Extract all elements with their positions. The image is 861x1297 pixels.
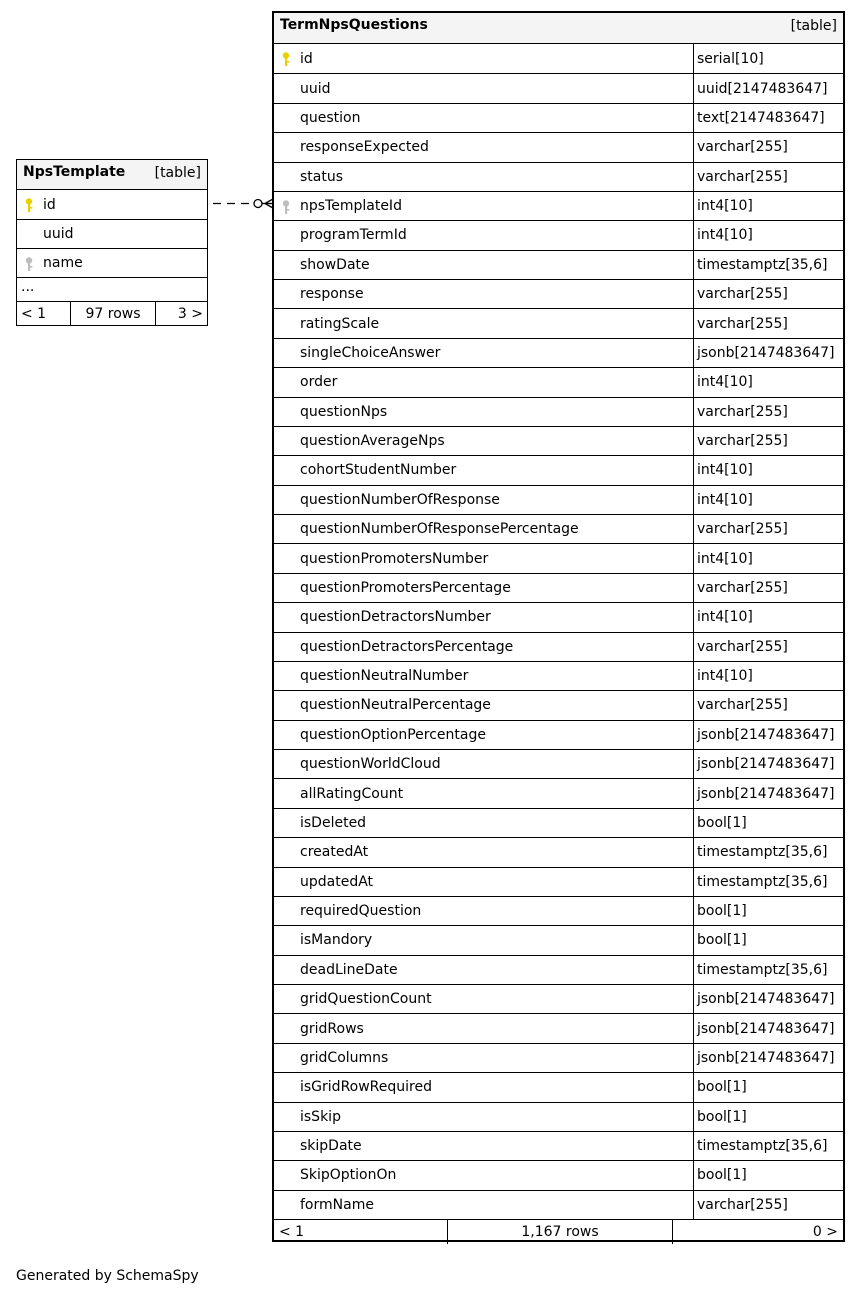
table-term-nps-questions[interactable]: [272, 11, 845, 1242]
table-row[interactable]: [274, 1190, 843, 1219]
column-type: int4[10]: [693, 192, 843, 220]
table-footer: [274, 1219, 843, 1244]
column-name: gridRows: [300, 1020, 364, 1037]
column-cell: [274, 985, 693, 1013]
column-cell: [274, 662, 693, 690]
column-name: name: [43, 255, 83, 271]
table-row[interactable]: [274, 602, 843, 631]
column-type: int4[10]: [693, 544, 843, 572]
column-cell: [274, 809, 693, 837]
column-name: gridQuestionCount: [300, 991, 432, 1008]
column-cell: [274, 221, 693, 249]
column-cell: [274, 544, 693, 572]
column-type: jsonb[2147483647]: [693, 985, 843, 1013]
column-type: jsonb[2147483647]: [693, 1044, 843, 1072]
column-name: questionWorldCloud: [300, 756, 441, 773]
column-cell: [274, 44, 693, 73]
column-type: int4[10]: [693, 486, 843, 514]
column-type: timestamptz[35,6]: [693, 956, 843, 984]
column-name: cohortStudentNumber: [300, 462, 457, 479]
table-row[interactable]: [274, 308, 843, 337]
column-name: skipDate: [300, 1138, 362, 1155]
column-type: varchar[255]: [693, 691, 843, 719]
column-cell: [274, 750, 693, 778]
table-row[interactable]: [17, 219, 207, 248]
column-cell: [274, 868, 693, 896]
table-row[interactable]: [274, 896, 843, 925]
column-list: [17, 190, 207, 277]
table-row[interactable]: [274, 426, 843, 455]
table-row[interactable]: [274, 661, 843, 690]
table-row[interactable]: [274, 632, 843, 661]
table-name: NpsTemplate: [23, 164, 126, 180]
column-name: questionDetractorsNumber: [300, 609, 491, 626]
column-cell: [274, 1014, 693, 1042]
column-cell: [274, 104, 693, 132]
column-name: question: [300, 109, 361, 126]
column-cell: [274, 1191, 693, 1219]
column-type: int4[10]: [693, 603, 843, 631]
table-kind: [table]: [154, 165, 201, 181]
column-cell: [17, 249, 207, 277]
table-row[interactable]: [274, 44, 843, 73]
table-name: TermNpsQuestions: [280, 17, 428, 33]
column-cell: [274, 368, 693, 396]
table-row[interactable]: [274, 162, 843, 191]
primary-key-icon: [24, 197, 38, 213]
table-row[interactable]: [274, 132, 843, 161]
column-cell: [274, 1161, 693, 1189]
column-cell: [274, 163, 693, 191]
column-type: bool[1]: [693, 926, 843, 954]
column-type: int4[10]: [693, 368, 843, 396]
column-cell: [274, 1103, 693, 1131]
column-type: jsonb[2147483647]: [693, 721, 843, 749]
table-row[interactable]: [274, 925, 843, 954]
column-name: SkipOptionOn: [300, 1167, 397, 1184]
column-cell: [274, 603, 693, 631]
column-name: questionNeutralNumber: [300, 668, 469, 685]
table-row[interactable]: [274, 397, 843, 426]
column-cell: [274, 1132, 693, 1160]
column-cell: [274, 192, 693, 220]
table-row[interactable]: [274, 485, 843, 514]
table-row[interactable]: [274, 573, 843, 602]
footer-row-count: 1,167 rows: [447, 1220, 672, 1244]
column-name: response: [300, 286, 364, 303]
column-type: int4[10]: [693, 221, 843, 249]
table-row[interactable]: [274, 367, 843, 396]
column-cell: [274, 779, 693, 807]
table-row[interactable]: [274, 279, 843, 308]
column-type: timestamptz[35,6]: [693, 1132, 843, 1160]
column-cell: [274, 721, 693, 749]
column-name: createdAt: [300, 844, 369, 861]
column-cell: [274, 956, 693, 984]
column-type: bool[1]: [693, 1161, 843, 1189]
column-name: id: [300, 50, 313, 67]
table-row[interactable]: [274, 749, 843, 778]
table-row[interactable]: [274, 514, 843, 543]
table-row[interactable]: [274, 1013, 843, 1042]
column-cell: [274, 398, 693, 426]
column-name: gridColumns: [300, 1049, 389, 1066]
table-header: [274, 13, 843, 44]
column-name: id: [43, 196, 56, 213]
column-name: questionNeutralPercentage: [300, 697, 491, 714]
column-type: int4[10]: [693, 662, 843, 690]
column-type: bool[1]: [693, 897, 843, 925]
table-row[interactable]: [274, 720, 843, 749]
table-row[interactable]: [274, 1131, 843, 1160]
table-nps-template[interactable]: [16, 159, 208, 326]
column-name: uuid: [43, 226, 74, 242]
column-cell: [274, 838, 693, 866]
table-row[interactable]: [274, 867, 843, 896]
column-name: ratingScale: [300, 315, 380, 332]
column-cell: [274, 133, 693, 161]
column-type: timestamptz[35,6]: [693, 251, 843, 279]
table-row[interactable]: [274, 1102, 843, 1131]
more-columns-ellipsis: ...: [17, 277, 207, 301]
column-name: formName: [300, 1196, 374, 1213]
table-row[interactable]: [274, 103, 843, 132]
table-row[interactable]: [274, 837, 843, 866]
table-row[interactable]: [274, 455, 843, 484]
column-cell: [274, 486, 693, 514]
column-cell: [274, 897, 693, 925]
column-name: requiredQuestion: [300, 903, 422, 920]
column-name: questionNumberOfResponsePercentage: [300, 521, 579, 538]
column-list: [274, 44, 843, 1219]
column-cell: [274, 74, 693, 102]
column-type: varchar[255]: [693, 309, 843, 337]
column-type: int4[10]: [693, 456, 843, 484]
column-type: varchar[255]: [693, 133, 843, 161]
column-name: programTermId: [300, 227, 407, 244]
column-type: serial[10]: [693, 44, 843, 73]
table-row[interactable]: [274, 808, 843, 837]
column-name: singleChoiceAnswer: [300, 344, 441, 361]
table-row[interactable]: [17, 248, 207, 277]
footer-right: 0 >: [672, 1220, 843, 1244]
table-row[interactable]: [274, 73, 843, 102]
column-name: updatedAt: [300, 873, 374, 890]
column-type: uuid[2147483647]: [693, 74, 843, 102]
table-header: [17, 160, 207, 190]
column-cell: [274, 515, 693, 543]
footer-row-count: 97 rows: [70, 302, 155, 326]
column-type: timestamptz[35,6]: [693, 838, 843, 866]
column-type: bool[1]: [693, 1103, 843, 1131]
column-name: uuid: [300, 80, 331, 97]
table-row[interactable]: [274, 250, 843, 279]
column-type: varchar[255]: [693, 398, 843, 426]
column-type: varchar[255]: [693, 427, 843, 455]
table-kind: [table]: [790, 18, 837, 34]
column-cell: [274, 427, 693, 455]
table-row[interactable]: [274, 690, 843, 719]
foreign-key-icon: [281, 199, 295, 215]
table-row[interactable]: [274, 955, 843, 984]
column-type: varchar[255]: [693, 515, 843, 543]
footer-right: 3 >: [155, 302, 207, 326]
column-type: jsonb[2147483647]: [693, 339, 843, 367]
column-type: varchar[255]: [693, 574, 843, 602]
column-name: isSkip: [300, 1108, 341, 1125]
column-type: bool[1]: [693, 1073, 843, 1101]
column-cell: [274, 456, 693, 484]
table-row[interactable]: [274, 778, 843, 807]
column-name: npsTemplateId: [300, 198, 402, 215]
column-name: questionPromotersPercentage: [300, 579, 511, 596]
column-name: questionNps: [300, 403, 388, 420]
column-cell: [274, 251, 693, 279]
table-row[interactable]: [274, 191, 843, 220]
column-cell: [274, 574, 693, 602]
column-cell: [274, 339, 693, 367]
table-row[interactable]: [274, 1043, 843, 1072]
column-name: isMandory: [300, 932, 373, 949]
column-name: questionDetractorsPercentage: [300, 638, 514, 655]
column-cell: [17, 220, 207, 248]
column-cell: [274, 633, 693, 661]
column-type: jsonb[2147483647]: [693, 750, 843, 778]
footer-left: < 1: [21, 306, 47, 322]
table-row[interactable]: [17, 190, 207, 219]
column-type: varchar[255]: [693, 1191, 843, 1219]
column-name: showDate: [300, 256, 370, 273]
primary-key-icon: [281, 51, 295, 67]
column-type: jsonb[2147483647]: [693, 779, 843, 807]
column-name: order: [300, 374, 338, 391]
column-cell: [274, 280, 693, 308]
column-cell: [274, 691, 693, 719]
column-name: status: [300, 168, 344, 185]
foreign-key-icon: [24, 256, 38, 272]
column-name: isGridRowRequired: [300, 1079, 432, 1096]
column-cell: [274, 1073, 693, 1101]
table-row[interactable]: [274, 543, 843, 572]
column-name: questionOptionPercentage: [300, 726, 486, 743]
column-name: questionPromotersNumber: [300, 550, 489, 567]
column-cell: [274, 1044, 693, 1072]
column-type: varchar[255]: [693, 633, 843, 661]
column-name: responseExpected: [300, 139, 429, 156]
column-name: isDeleted: [300, 814, 367, 831]
column-type: varchar[255]: [693, 163, 843, 191]
column-type: bool[1]: [693, 809, 843, 837]
table-row[interactable]: [274, 338, 843, 367]
column-type: text[2147483647]: [693, 104, 843, 132]
table-row[interactable]: [274, 1160, 843, 1189]
footer-left: < 1: [279, 1224, 305, 1240]
column-type: varchar[255]: [693, 280, 843, 308]
column-name: deadLineDate: [300, 961, 398, 978]
table-row[interactable]: [274, 220, 843, 249]
column-name: allRatingCount: [300, 785, 404, 802]
table-row[interactable]: [274, 1072, 843, 1101]
column-type: timestamptz[35,6]: [693, 868, 843, 896]
column-cell: [274, 926, 693, 954]
generated-by-footer: Generated by SchemaSpy: [16, 1268, 199, 1284]
column-cell: [17, 190, 207, 219]
table-footer: [17, 301, 207, 326]
column-type: jsonb[2147483647]: [693, 1014, 843, 1042]
column-cell: [274, 309, 693, 337]
column-name: questionNumberOfResponse: [300, 491, 500, 508]
table-row[interactable]: [274, 984, 843, 1013]
column-name: questionAverageNps: [300, 433, 445, 450]
